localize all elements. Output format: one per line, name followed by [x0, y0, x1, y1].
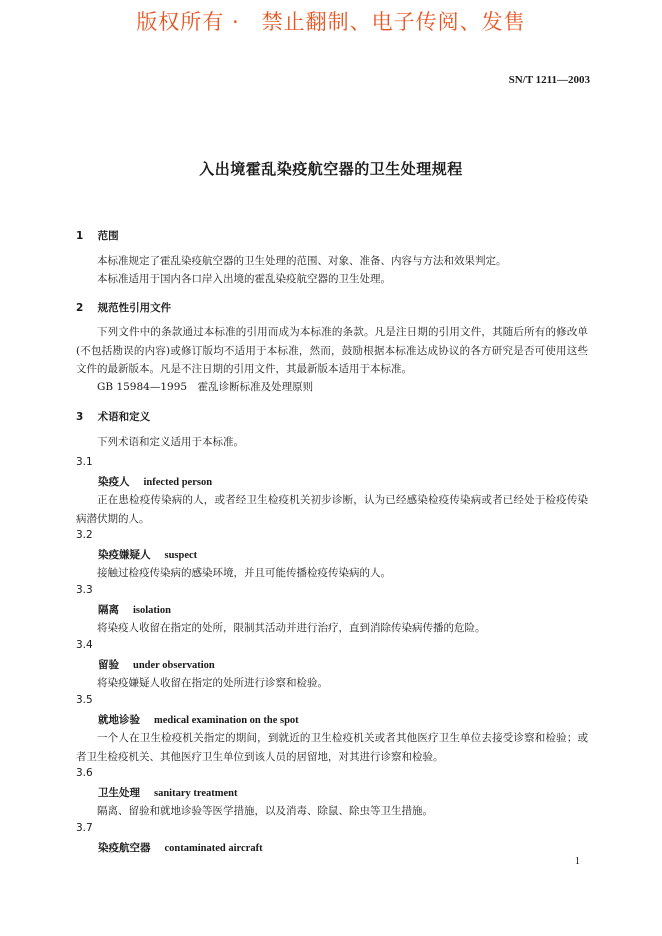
term-definition: 隔离、留验和就地诊验等医学措施，以及消毒、除鼠、除虫等卫生措施。 — [97, 805, 433, 817]
term-chinese: 就地诊验 — [98, 714, 140, 726]
reference-entry: GB 15984—1995 霍乱诊断标准及处理原则 — [97, 381, 314, 393]
section-number: 1 — [76, 230, 84, 242]
term-english: medical examination on the spot — [154, 715, 299, 726]
section-title: 范围 — [97, 230, 119, 242]
term-number: 3.4 — [76, 639, 93, 651]
term-name — [98, 712, 299, 727]
term-number: 3.5 — [76, 694, 93, 706]
term-number: 3.3 — [76, 584, 93, 596]
document-title: 入出境霍乱染疫航空器的卫生处理规程 — [199, 160, 463, 178]
section-title: 规范性引用文件 — [97, 302, 172, 314]
term-chinese: 卫生处理 — [98, 787, 140, 799]
term-number: 3.2 — [76, 529, 93, 541]
term-english: contaminated aircraft — [164, 843, 263, 854]
term-name — [98, 602, 171, 617]
paragraph: 下列术语和定义适用于本标准。 — [97, 436, 244, 448]
term-definition: 一个人在卫生检疫机关指定的期间，到就近的卫生检疫机关或者其他医疗卫生单位去接受诊察和检验；或者卫生检疫机关、其他医疗卫生单位到该人员的居留地，对其进行诊察和检验。 — [76, 732, 588, 763]
term-english: under observation — [133, 660, 215, 671]
page-number: 1 — [574, 856, 580, 867]
paragraph: 本标准规定了霍乱染疫航空器的卫生处理的范围、对象、准备、内容与方法和效果判定。 — [97, 255, 507, 267]
term-number: 3.7 — [76, 822, 93, 834]
section-number: 3 — [76, 411, 84, 423]
section-heading-normative-references — [76, 300, 171, 315]
section-heading-scope — [76, 228, 119, 243]
section-title: 术语和定义 — [97, 411, 151, 423]
term-definition: 将染疫嫌疑人收留在指定的处所进行诊察和检验。 — [97, 677, 328, 689]
section-heading-terms-definitions — [76, 409, 150, 424]
section-number: 2 — [76, 302, 84, 314]
term-english: infected person — [143, 477, 213, 488]
term-number: 3.6 — [76, 767, 93, 779]
term-definition: 正在患检疫传染病的人，或者经卫生检疫机关初步诊断，认为已经感染检疫传染病或者已经处于检疫传染病潜伏期的人。 — [76, 494, 588, 525]
term-name — [98, 547, 197, 562]
term-chinese: 留验 — [98, 659, 119, 671]
term-chinese: 染疫嫌疑人 — [98, 549, 151, 561]
paragraph: 本标准适用于国内各口岸入出境的霍乱染疫航空器的卫生处理。 — [97, 273, 391, 285]
standard-code: SN/T 1211—2003 — [508, 74, 590, 86]
paragraph: 下列文件中的条款通过本标准的引用而成为本标准的条款。凡是注日期的引用文件，其随后所有的修改单(不包括勘误的内容)或修订版均不适用于本标准，然而，鼓励根据本标准达成协议的各方研究是否可使用这些文件的最新版本。凡是不注日期的引用文件，其最新版本适用于本标准。 — [76, 326, 588, 375]
term-english: sanitary treatment — [154, 788, 238, 799]
term-english: isolation — [133, 605, 171, 616]
term-english: suspect — [164, 550, 198, 561]
term-name — [98, 840, 263, 855]
term-chinese: 隔离 — [98, 604, 119, 616]
term-name — [98, 474, 212, 489]
term-name — [98, 657, 215, 672]
term-chinese: 染疫航空器 — [98, 842, 151, 854]
term-number: 3.1 — [76, 456, 93, 468]
term-name — [98, 785, 238, 800]
copyright-watermark: 版权所有 · 禁止翻制、电子传阅、发售 — [136, 10, 526, 34]
term-definition: 接触过检疫传染病的感染环境，并且可能传播检疫传染病的人。 — [97, 567, 391, 579]
term-chinese: 染疫人 — [98, 476, 130, 488]
term-definition: 将染疫人收留在指定的处所，限制其活动并进行治疗，直到消除传染病传播的危险。 — [97, 622, 486, 634]
